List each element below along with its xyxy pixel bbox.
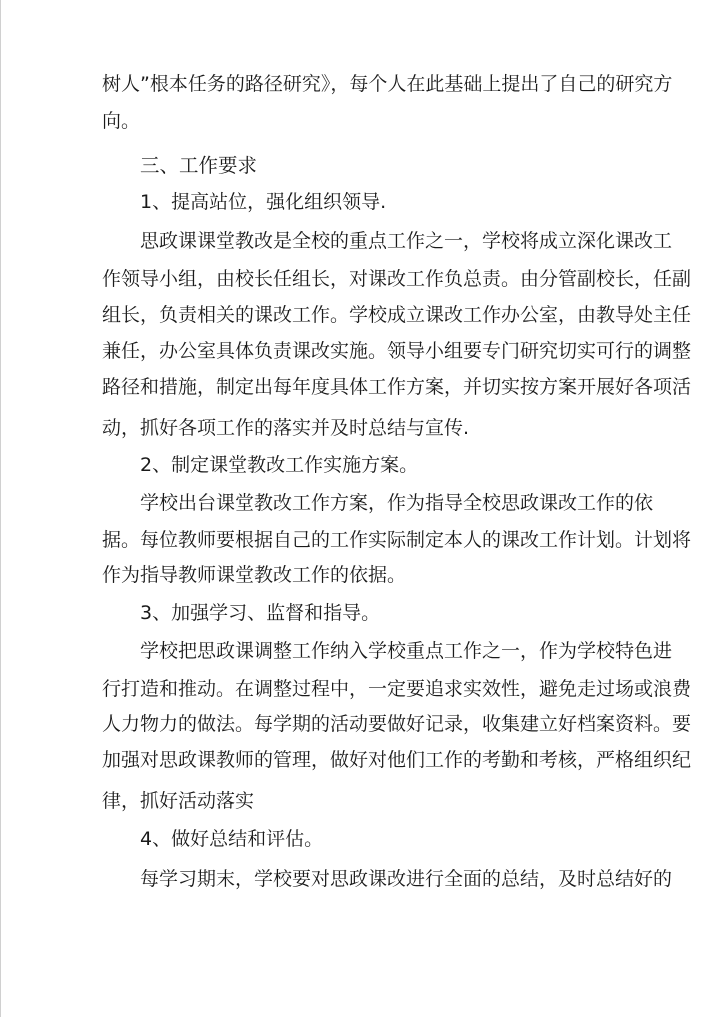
section-heading: 三、工作要求: [140, 154, 258, 177]
paragraph-line: 组长，负责相关的课改工作。学校成立课改工作办公室，由教导处主任: [102, 304, 692, 326]
subheading: 2、制定课堂教改工作实施方案。: [140, 454, 419, 476]
subheading: 3、加强学习、监督和指导。: [140, 602, 381, 624]
paragraph-line: 据。每位教师要根据自己的工作实际制定本人的课改工作计划。计划将: [102, 529, 692, 551]
paragraph-line: 学校出台课堂教改工作方案，作为指导全校思政课改工作的依: [140, 492, 654, 514]
paragraph-line: 作为指导教师课堂教改工作的依据。: [102, 564, 407, 586]
paragraph-line: 人力物力的做法。每学期的活动要做好记录，收集建立好档案资料。要: [102, 713, 692, 735]
paragraph-line: 律，抓好活动落实: [102, 790, 255, 812]
paragraph-line: 路径和措施，制定出每年度具体工作方案，并切实按方案开展好各项活: [102, 376, 692, 398]
paragraph-line: 学校把思政课调整工作纳入学校重点工作之一，作为学校特色进: [140, 640, 673, 662]
paragraph-line: 向。: [102, 110, 141, 132]
subheading: 1、提高站位，强化组织领导.: [140, 191, 387, 213]
subheading: 4、做好总结和评估。: [140, 828, 324, 850]
paragraph-line: 每学习期末，学校要对思政课改进行全面的总结，及时总结好的: [140, 868, 673, 890]
paragraph-line: 兼任，办公室具体负责课改实施。领导小组要专门研究切实可行的调整: [102, 340, 692, 362]
paragraph-line: 树人”根本任务的路径研究》，每个人在此基础上提出了自己的研究方: [102, 73, 673, 95]
page-edge: [0, 0, 1, 1017]
paragraph-line: 作领导小组，由校长任组长，对课改工作负总责。由分管副校长，任副: [102, 268, 692, 290]
paragraph-line: 行打造和推动。在调整过程中，一定要追求实效性，避免走过场或浪费: [102, 678, 692, 700]
paragraph-line: 动，抓好各项工作的落实并及时总结与宣传.: [102, 417, 470, 439]
paragraph-line: 加强对思政课教师的管理，做好对他们工作的考勤和考核，严格组织纪: [102, 749, 692, 771]
paragraph-line: 思政课课堂教改是全校的重点工作之一，学校将成立深化课改工: [140, 230, 673, 252]
